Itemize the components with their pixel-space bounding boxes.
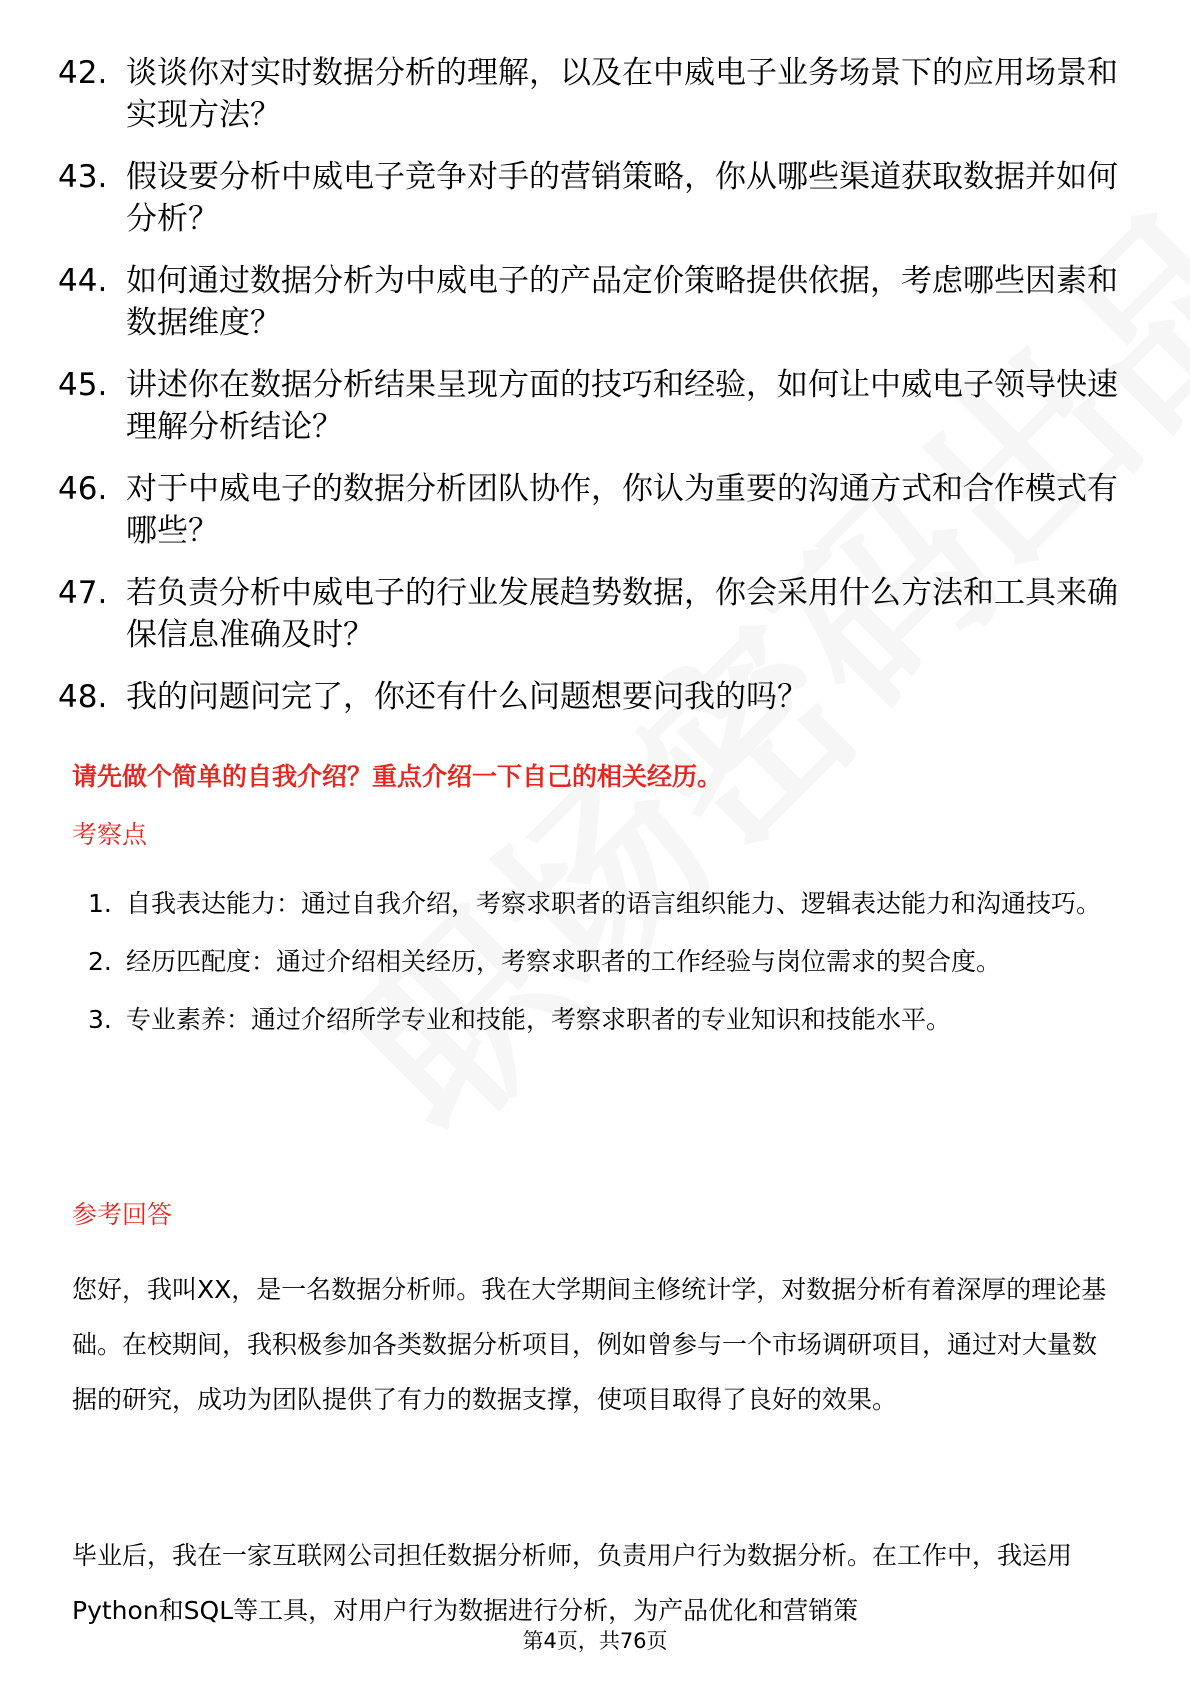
- question-text: 假设要分析中威电子竞争对手的营销策略，你从哪些渠道获取数据并如何分析？: [126, 159, 1118, 237]
- answer-paragraph: 您好，我叫XX，是一名数据分析师。我在大学期间主修统计学，对数据分析有着深厚的理论基础。在校期间，我积极参加各类数据分析项目，例如曾参与一个市场调研项目，通过对大量数据的研究，成功为团队提供了有力的数据支撑，使项目取得了良好的效果。: [72, 1275, 1107, 1414]
- point-text: 经历匹配度：通过介绍相关经历，考察求职者的工作经验与岗位需求的契合度。: [126, 947, 1002, 976]
- list-item: [88, 877, 1118, 931]
- answer-heading: 参考回答: [72, 1200, 173, 1229]
- point-text: 专业素养：通过介绍所学专业和技能，考察求职者的专业知识和技能水平。: [126, 1005, 952, 1034]
- question-text: 若负责分析中威电子的行业发展趋势数据，你会采用什么方法和工具来确保信息准确及时？: [126, 575, 1118, 653]
- question-item: [58, 468, 1118, 552]
- question-item: [58, 52, 1118, 136]
- question-item: [58, 364, 1118, 448]
- question-item: [58, 572, 1118, 656]
- point-number: 3.: [88, 1005, 112, 1034]
- question-item: [58, 260, 1118, 344]
- question-text: 谈谈你对实时数据分析的理解，以及在中威电子业务场景下的应用场景和实现方法？: [126, 55, 1118, 133]
- question-text: 对于中威电子的数据分析团队协作，你认为重要的沟通方式和合作模式有哪些？: [126, 471, 1118, 549]
- question-text: 如何通过数据分析为中威电子的产品定价策略提供依据，考虑哪些因素和数据维度？: [126, 263, 1118, 341]
- question-item: [58, 676, 1118, 718]
- point-number: 1.: [88, 889, 112, 918]
- question-number: 43.: [58, 159, 108, 195]
- question-item: [58, 156, 1118, 240]
- list-item: [88, 993, 1118, 1047]
- question-list: [58, 52, 1118, 738]
- points-heading: 考察点: [72, 820, 148, 849]
- question-number: 42.: [58, 55, 108, 91]
- question-number: 48.: [58, 679, 108, 715]
- list-item: [88, 935, 1118, 989]
- question-number: 45.: [58, 367, 108, 403]
- page-footer: 第4页，共76页: [522, 1629, 668, 1653]
- point-text: 自我表达能力：通过自我介绍，考察求职者的语言组织能力、逻辑表达能力和沟通技巧。: [126, 889, 1102, 918]
- question-number: 46.: [58, 471, 108, 507]
- question-number: 44.: [58, 263, 108, 299]
- question-text: 讲述你在数据分析结果呈现方面的技巧和经验，如何让中威电子领导快速理解分析结论？: [126, 367, 1118, 445]
- points-list: [88, 877, 1118, 1051]
- answer-paragraph: 毕业后，我在一家互联网公司担任数据分析师，负责用户行为数据分析。在工作中，我运用Python和SQL等工具，对用户行为数据进行分析，为产品优化和营销策: [72, 1541, 1073, 1625]
- question-number: 47.: [58, 575, 108, 611]
- question-text: 我的问题问完了，你还有什么问题想要问我的吗？: [126, 679, 808, 715]
- section-question-heading: 请先做个简单的自我介绍？重点介绍一下自己的相关经历。: [72, 762, 723, 791]
- point-number: 2.: [88, 947, 112, 976]
